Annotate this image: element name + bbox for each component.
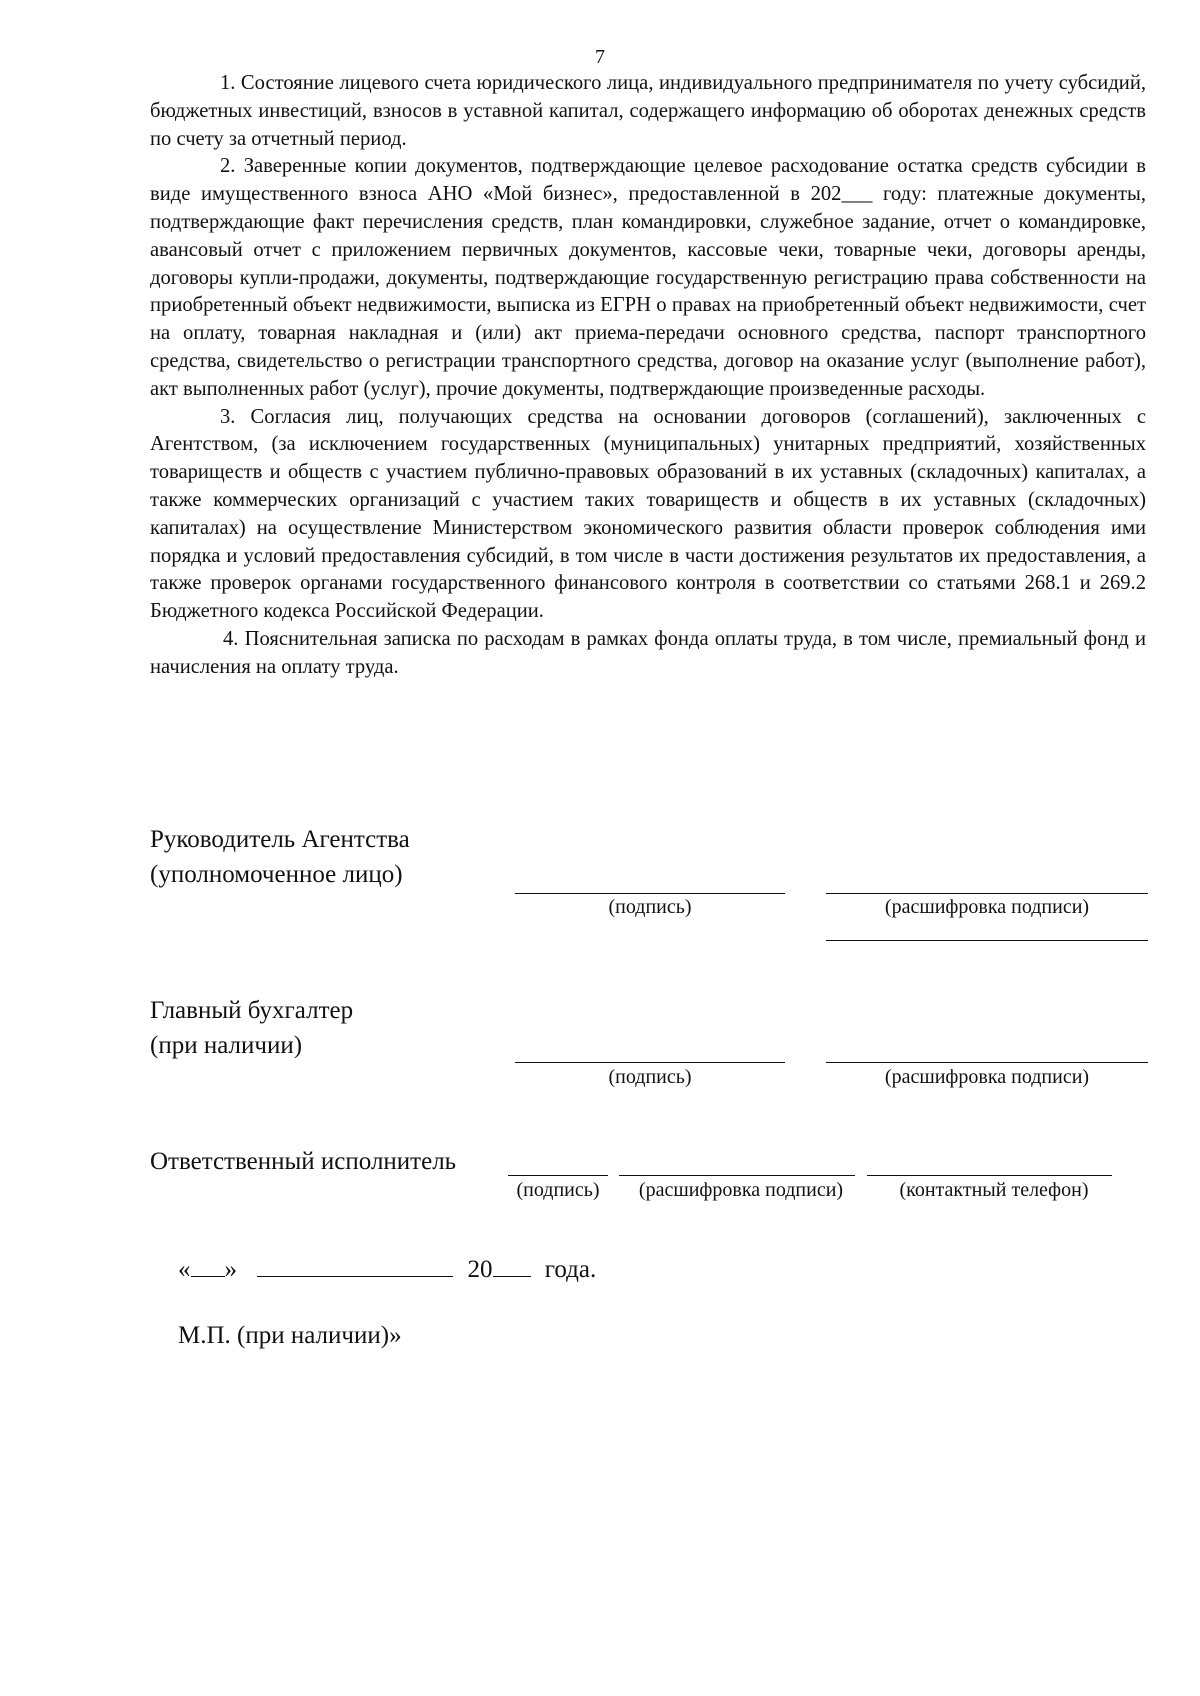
- accountant-signature-line: [515, 1062, 785, 1063]
- paragraph-2: 2. Заверенные копии документов, подтверждающие целевое расходование остатка средств субсидии в виде имущественного взноса АНО «Мой бизнес», предоставленной в 202___ году: платежные документы, подтверждающие факт перечисления средств, план командировки, служебное задание, отчет о командировке, авансовый отчет с приложением первичных документов, кассовые чеки, товарные чеки, договоры аренды, договоры купли-продажи, документы, подтверждающие государственную регистрацию права собственности на приобретенный объект недвижимости, выписка из ЕГРН о правах на приобретенный объект недвижимости, счет на оплату, товарная накладная и (или) акт приема-передачи основного средства, паспорт транспортного средства, свидетельство о регистрации транспортного средства, договор на оказание услуг (выполнение работ), акт выполненных работ (услуг), прочие документы, подтверждающие произведенные расходы.: [150, 155, 1146, 400]
- year-prefix: 20: [467, 1256, 493, 1283]
- accountant-decode-line: [826, 1062, 1148, 1063]
- document-body: [150, 70, 1146, 682]
- page-number: 7: [595, 46, 605, 68]
- head-extra-line: [826, 940, 1148, 941]
- paragraph-1: 1. Состояние лицевого счета юридического лица, индивидуального предпринимателя по учету субсидий, бюджетных инвестиций, взносов в уставной капитал, содержащего информацию об оборотах денежных средств по счету за отчетный период.: [150, 72, 1146, 150]
- accountant-title-line1: Главный бухгалтер: [150, 997, 354, 1024]
- head-title-line1: Руководитель Агентства: [150, 826, 410, 853]
- executor-decode-caption: (расшифровка подписи): [638, 1179, 844, 1201]
- executor-phone-caption: (контактный телефон): [899, 1179, 1089, 1201]
- date-line: [178, 1254, 596, 1284]
- date-open-quote: «: [178, 1256, 191, 1283]
- head-title-line2: (уполномоченное лицо): [150, 861, 403, 888]
- executor-decode-line: [619, 1175, 855, 1176]
- executor-signature-caption: (подпись): [516, 1179, 600, 1201]
- year-blank: [493, 1254, 531, 1277]
- day-blank: [191, 1254, 225, 1277]
- paragraph-3: 3. Согласия лиц, получающих средства на основании договоров (соглашений), заключенных с Агентством, (за исключением государственных (муниципальных) унитарных предприятий, хозяйственных товариществ и обществ с участием публично-правовых образований в их уставных (складочных) капиталах, а также коммерческих организаций с участием таких товариществ и обществ в их уставных (складочных) капиталах) на осуществление Министерством экономического развития области проверок соблюдения ими порядка и условий предоставления субсидий, в том числе в части достижения результатов их предоставления, а также проверок органами государственного финансового контроля в соответствии со статьями 268.1 и 269.2 Бюджетного кодекса Российской Федерации.: [150, 405, 1146, 623]
- month-blank: [257, 1254, 453, 1277]
- year-suffix: года.: [544, 1256, 597, 1283]
- executor-phone-line: [867, 1175, 1112, 1176]
- stamp-note: М.П. (при наличии)»: [178, 1322, 402, 1349]
- head-decode-caption: (расшифровка подписи): [884, 896, 1090, 918]
- accountant-signature-title: [150, 993, 353, 1063]
- executor-label: Ответственный исполнитель: [150, 1148, 457, 1175]
- head-signature-line: [515, 893, 785, 894]
- accountant-decode-caption: (расшифровка подписи): [884, 1066, 1090, 1088]
- executor-signature-line: [508, 1175, 608, 1176]
- accountant-signature-caption: (подпись): [608, 1066, 692, 1088]
- head-signature-title: [150, 822, 410, 892]
- accountant-title-line2: (при наличии): [150, 1032, 303, 1059]
- head-signature-caption: (подпись): [608, 896, 692, 918]
- date-close-quote: »: [224, 1256, 237, 1283]
- head-decode-line: [826, 893, 1148, 894]
- paragraph-4: 4. Пояснительная записка по расходам в рамках фонда оплаты труда, в том числе, премиальный фонд и начисления на оплату труда.: [150, 627, 1146, 678]
